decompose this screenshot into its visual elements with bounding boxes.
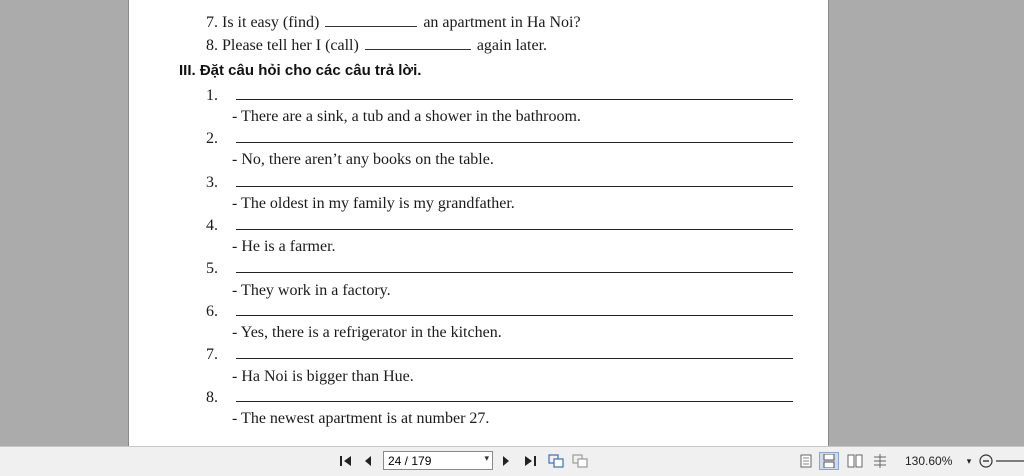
page-number-select[interactable] [383,451,493,470]
item-2-number: 2. [206,130,218,147]
question-8-tail: again later. [476,37,548,54]
next-page-icon[interactable] [498,452,514,470]
item-6-blank [236,315,793,316]
item-3-blank [236,186,793,187]
question-7-text: Is it easy (find) [222,14,320,31]
item-5-number: 5. [206,260,218,277]
item-6-number: 6. [206,303,218,320]
item-7-blank [236,358,793,359]
previous-view-icon[interactable] [546,452,566,470]
question-7 [206,14,581,32]
item-3-answer: - The oldest in my family is my grandfather. [232,195,515,212]
item-1-number: 1. [206,87,218,104]
item-5-blank [236,272,793,273]
two-page-icon[interactable] [845,452,865,470]
question-7-tail: an apartment in Ha Noi? [423,14,581,31]
item-7-number: 7. [206,346,218,363]
item-2-blank [236,142,793,143]
item-5-answer: - They work in a factory. [232,282,391,299]
item-3-number: 3. [206,174,218,191]
single-page-continuous-icon[interactable] [819,452,839,470]
document-page [128,0,829,446]
item-4-number: 4. [206,217,218,234]
two-page-continuous-icon[interactable] [870,452,890,470]
page-indicator: 24 / 179 [388,453,432,468]
single-page-icon[interactable] [797,452,815,470]
prev-page-icon[interactable] [360,452,376,470]
item-1-answer: - There are a sink, a tub and a shower in the bathroom. [232,108,581,125]
item-7-answer: - Ha Noi is bigger than Hue. [232,368,414,385]
item-1-blank [236,99,793,100]
viewer-toolbar [0,446,1024,476]
zoom-dropdown-icon[interactable]: ▾ [966,455,972,466]
item-6-answer: - Yes, there is a refrigerator in the kitchen. [232,324,502,341]
question-7-blank [325,25,417,27]
section-heading: III. Đặt câu hỏi cho các câu trả lời. [179,62,422,79]
zoom-slider[interactable] [996,452,1024,470]
zoom-level[interactable]: 130.60% [905,454,953,468]
item-8-blank [236,401,793,402]
item-4-blank [236,229,793,230]
item-2-answer: - No, there aren’t any books on the table. [232,151,494,168]
question-7-number: 7. [206,14,218,31]
chevron-down-icon: ▾ [484,453,489,463]
next-view-icon[interactable] [570,452,590,470]
zoom-out-icon[interactable] [977,452,995,470]
question-8-text: Please tell her I (call) [222,37,359,54]
question-8-blank [365,48,471,50]
item-4-answer: - He is a farmer. [232,238,336,255]
item-8-number: 8. [206,389,218,406]
question-8 [206,37,547,55]
question-8-number: 8. [206,37,218,54]
first-page-icon[interactable] [337,452,355,470]
last-page-icon[interactable] [520,452,540,470]
item-8-answer: - The newest apartment is at number 27. [232,410,490,427]
